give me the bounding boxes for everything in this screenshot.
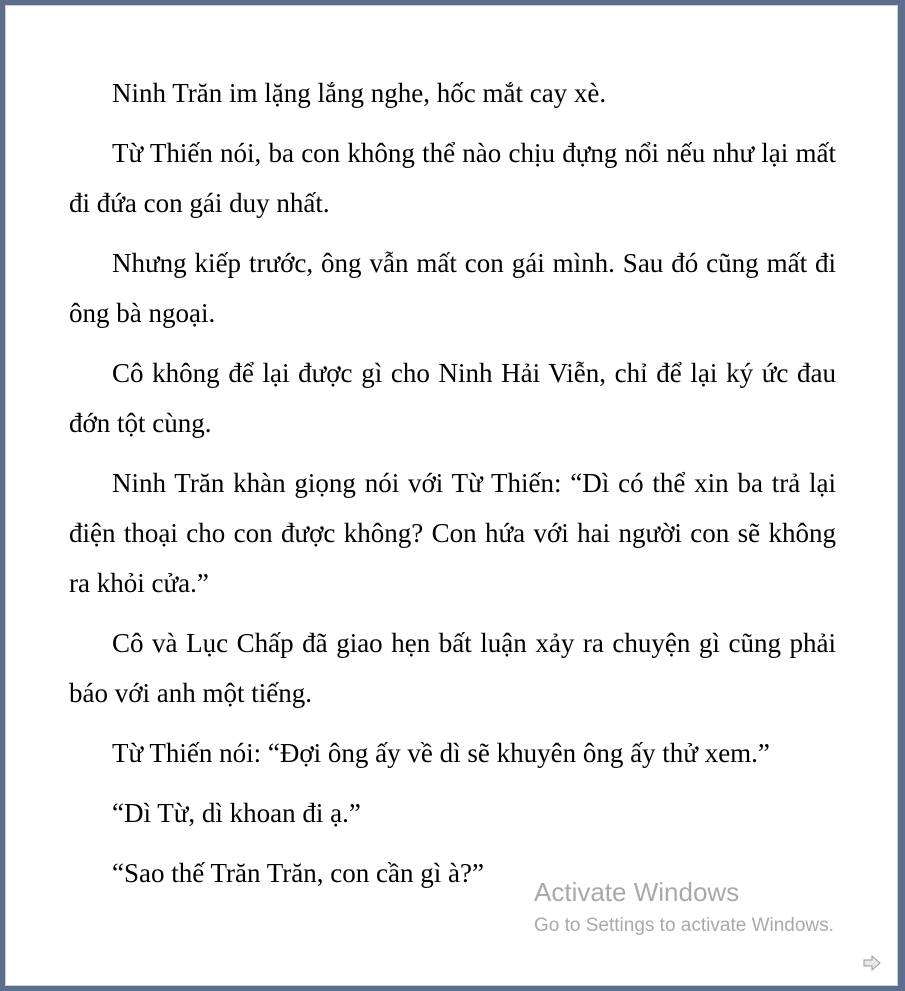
document-page[interactable] bbox=[5, 5, 898, 986]
paragraph: Ninh Trăn im lặng lắng nghe, hốc mắt cay xè. bbox=[112, 78, 607, 108]
watermark-title: Activate Windows bbox=[534, 877, 740, 907]
paragraph: Nhưng kiếp trước, ông vẫn mất con gái mình. Sau đó cũng mất đi ông bà ngoại. bbox=[69, 248, 836, 328]
document-body bbox=[69, 68, 836, 908]
activate-windows-watermark bbox=[534, 875, 834, 943]
paragraph: Từ Thiến nói: “Đợi ông ấy về dì sẽ khuyên ông ấy thử xem.” bbox=[112, 738, 770, 768]
paragraph: Cô không để lại được gì cho Ninh Hải Viễn, chỉ để lại ký ức đau đớn tột cùng. bbox=[69, 358, 836, 438]
resize-arrow-icon[interactable] bbox=[862, 955, 882, 971]
watermark-subtitle: Go to Settings to activate Windows. bbox=[534, 915, 834, 936]
paragraph: Từ Thiến nói, ba con không thể nào chịu đựng nổi nếu như lại mất đi đứa con gái duy nhất. bbox=[69, 138, 836, 218]
paragraph: “Dì Từ, dì khoan đi ạ.” bbox=[112, 798, 361, 828]
paragraph: “Sao thế Trăn Trăn, con cần gì à?” bbox=[112, 858, 484, 888]
paragraph: Cô và Lục Chấp đã giao hẹn bất luận xảy ra chuyện gì cũng phải báo với anh một tiếng. bbox=[69, 628, 836, 708]
paragraph: Ninh Trăn khàn giọng nói với Từ Thiến: “Dì có thể xin ba trả lại điện thoại cho con được không? Con hứa với hai người con sẽ không ra khỏi cửa.” bbox=[69, 468, 836, 598]
